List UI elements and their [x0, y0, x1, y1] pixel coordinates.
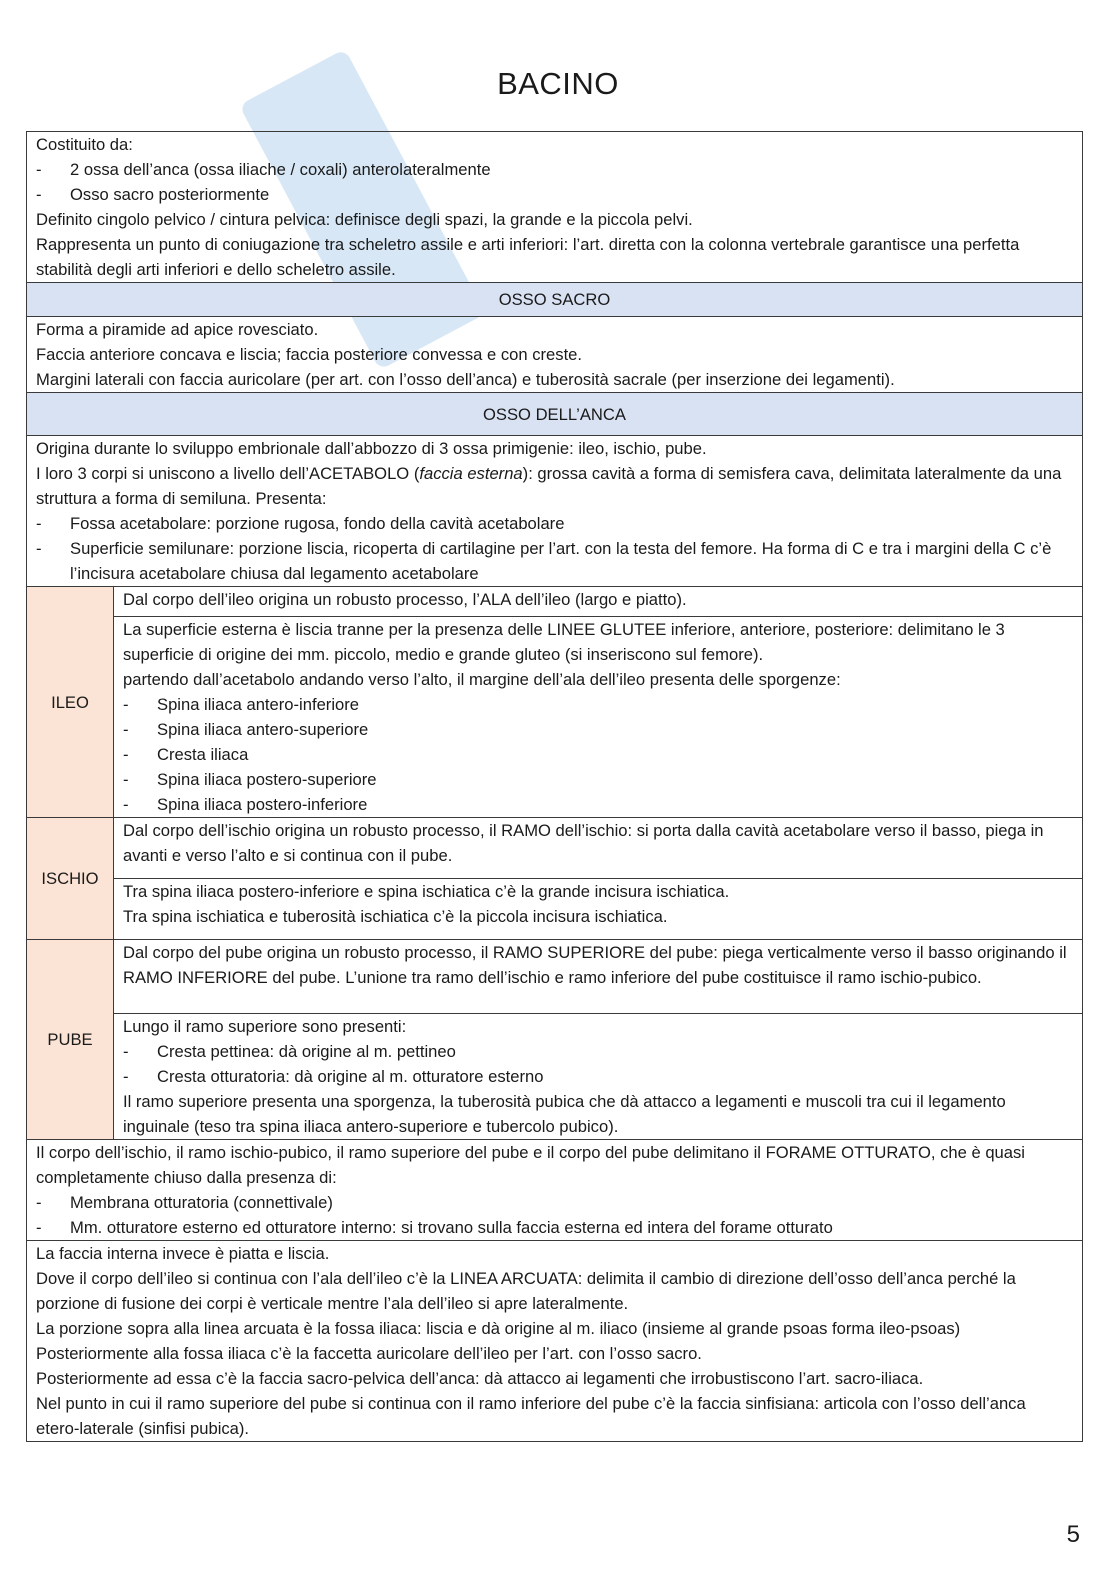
- list-item: - Membrana otturatoria (connettivale): [36, 1193, 333, 1212]
- forame-row: [27, 1140, 1083, 1241]
- list-item: - Spina iliaca antero-superiore: [123, 720, 369, 739]
- intro-lead: Costituito da:: [36, 135, 133, 154]
- text-line: Il ramo superiore presenta una sporgenza, la tuberosità pubica che dà attacco a legamenti e muscoli tra cui il legamento inguinale (teso tra spina iliaca antero-superiore e tubercolo pubico).: [123, 1092, 1006, 1136]
- label-pube: PUBE: [27, 940, 114, 1140]
- intro-row: [27, 132, 1083, 283]
- text-line: Tra spina ischiatica e tuberosità ischiatica c’è la piccola incisura ischiatica.: [123, 907, 668, 926]
- label-ischio: ISCHIO: [27, 818, 114, 940]
- pube-row-1: [27, 940, 1083, 1014]
- text-line: La superficie esterna è liscia tranne per la presenza delle LINEE GLUTEE inferiore, anteriore, posteriore: delimitano le 3 superficie di origine dei mm. piccolo, medio e grande gluteo (si inseriscono sul femore).: [123, 620, 1005, 664]
- list-item: - Spina iliaca postero-inferiore: [123, 795, 368, 814]
- page-title: BACINO: [497, 66, 619, 101]
- pube-row-2: [27, 1014, 1083, 1140]
- list-item: - Cresta otturatoria: dà origine al m. otturatore esterno: [123, 1067, 544, 1086]
- text-line: Faccia anteriore concava e liscia; faccia posteriore convessa e con creste.: [36, 345, 583, 364]
- list-item: - Cresta pettinea: dà origine al m. pettineo: [123, 1042, 456, 1061]
- text-line: Dal corpo dell’ileo origina un robusto processo, l’ALA dell’ileo (largo e piatto).: [114, 587, 1083, 617]
- text-line: Dove il corpo dell’ileo si continua con l’ala dell’ileo c’è la LINEA ARCUATA: delimita il cambio di direzione dell’osso dell’anca perché la porzione di fusione dei corpi è verticale mentre l’ala dell’ileo si apre lateralmente.: [36, 1269, 1016, 1313]
- list-item: - 2 ossa dell’anca (ossa iliache / coxali) anterolateralmente: [36, 160, 491, 179]
- text-line: Posteriormente ad essa c’è la faccia sacro-pelvica dell’anca: dà attacco ai legamenti che irrobustiscono l’art. sacro-iliaca.: [36, 1369, 924, 1388]
- anca-header-row: [27, 393, 1083, 436]
- interna-row: [27, 1241, 1083, 1442]
- text-line: La faccia interna invece è piatta e liscia.: [36, 1244, 330, 1263]
- text-line: Nel punto in cui il ramo superiore del pube si continua con il ramo inferiore del pube c’è la faccia sinfisiana: articola con l’osso dell’anca etero-laterale (sinfisi pubica).: [36, 1394, 1026, 1438]
- text-line: Lungo il ramo superiore sono presenti:: [123, 1017, 407, 1036]
- text-line: La porzione sopra alla linea arcuata è la fossa iliaca: liscia e dà origine al m. iliaco (insieme al grande psoas forma ileo-psoas): [36, 1319, 961, 1338]
- text-line: Origina durante lo sviluppo embrionale dall’abbozzo di 3 ossa primigenie: ileo, ischio, pube.: [36, 439, 707, 458]
- ileo-row-1: [27, 587, 1083, 617]
- list-item: - Fossa acetabolare: porzione rugosa, fondo della cavità acetabolare: [36, 514, 565, 533]
- text-line: Tra spina iliaca postero-inferiore e spina ischiatica c’è la grande incisura ischiatica.: [123, 882, 730, 901]
- text-line: Il corpo dell’ischio, il ramo ischio-pubico, il ramo superiore del pube e il corpo del pube delimitano il FORAME OTTURATO, che è quasi completamente chiuso dalla presenza di:: [36, 1143, 1025, 1187]
- page-number: 5: [1066, 1521, 1080, 1548]
- content-table: [26, 131, 1083, 1442]
- list-item: - Osso sacro posteriormente: [36, 185, 270, 204]
- ileo-row-2: [27, 617, 1083, 818]
- intro-line: Definito cingolo pelvico / cintura pelvica: definisce degli spazi, la grande e la piccola pelvi.: [36, 210, 693, 229]
- section-header-osso-sacro: OSSO SACRO: [27, 283, 1083, 317]
- text-line: Posteriormente alla fossa iliaca c’è la faccetta auricolare dell’ileo per l’art. con l’osso sacro.: [36, 1344, 702, 1363]
- text-line: Dal corpo dell’ischio origina un robusto processo, il RAMO dell’ischio: si porta dalla cavità acetabolare verso il basso, piega in avanti e verso l’alto e si continua con il pube.: [114, 818, 1083, 879]
- text-line: Dal corpo del pube origina un robusto processo, il RAMO SUPERIORE del pube: piega verticalmente verso il basso originando il RAMO INFERIORE del pube. L’unione tra ramo dell’ischio e ramo inferiore del pube costituisce il ramo ischio-pubico.: [114, 940, 1083, 1014]
- list-item: - Spina iliaca antero-inferiore: [123, 695, 360, 714]
- list-item: - Spina iliaca postero-superiore: [123, 770, 377, 789]
- ischio-row-1: [27, 818, 1083, 879]
- ischio-row-2: [27, 879, 1083, 940]
- text-line: I loro 3 corpi si uniscono a livello dell’ACETABOLO (faccia esterna): grossa cavità a forma di semisfera cava, delimitata lateralmente da una struttura a forma di semiluna. Presenta:: [36, 464, 1062, 508]
- list-item: - Cresta iliaca: [123, 745, 249, 764]
- section-header-osso-anca: OSSO DELL’ANCA: [27, 393, 1083, 436]
- text-line: Forma a piramide ad apice rovesciato.: [36, 320, 319, 339]
- sacro-row: [27, 317, 1083, 393]
- intro-line: Rappresenta un punto di coniugazione tra scheletro assile e arti inferiori: l’art. diretta con la colonna vertebrale garantisce una perfetta stabilità degli arti inferiori e dello scheletro assile.: [36, 235, 1020, 279]
- list-item: - Superficie semilunare: porzione liscia, ricoperta di cartilagine per l’art. con la testa del femore. Ha forma di C e tra i margini della C c’è l’incisura acetabolare chiusa dal legamento acetabolare: [36, 539, 1052, 583]
- label-ileo: ILEO: [27, 587, 114, 818]
- sacro-header-row: [27, 283, 1083, 317]
- text-line: Margini laterali con faccia auricolare (per art. con l’osso dell’anca) e tuberosità sacrale (per inserzione dei legamenti).: [36, 370, 895, 389]
- text-line: partendo dall’acetabolo andando verso l’alto, il margine dell’ala dell’ileo presenta delle sporgenze:: [123, 670, 841, 689]
- anca-row: [27, 436, 1083, 587]
- list-item: - Mm. otturatore esterno ed otturatore interno: si trovano sulla faccia esterna ed intera del forame otturato: [36, 1218, 833, 1237]
